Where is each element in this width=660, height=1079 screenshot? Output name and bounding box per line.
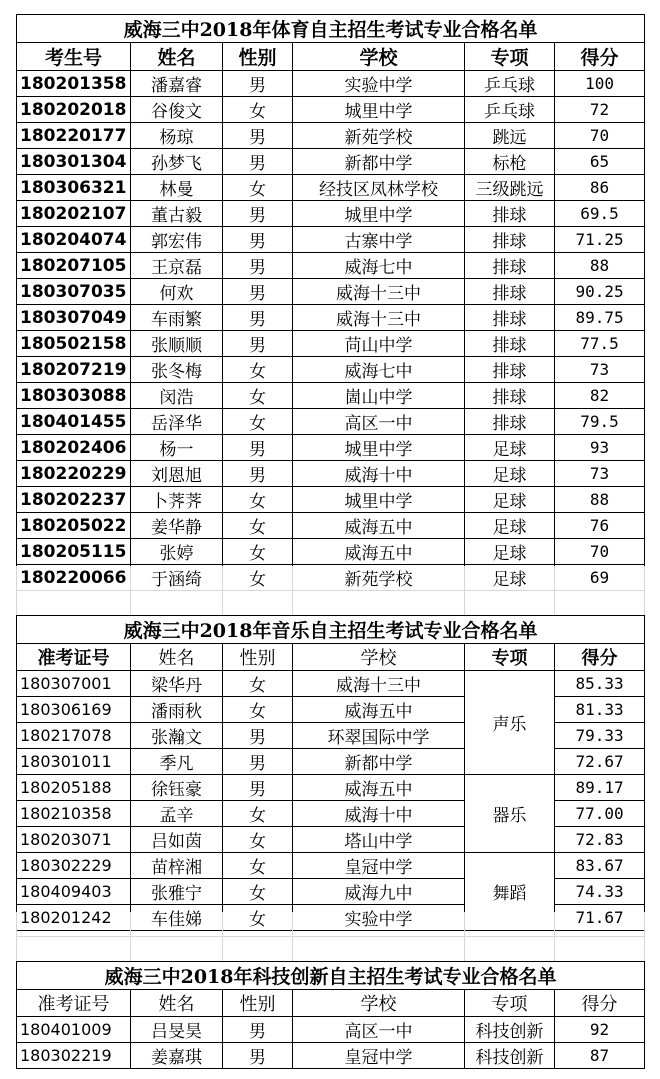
cell-school: 威海十中: [293, 801, 465, 827]
tech-table: [16, 961, 645, 1069]
cell-specialty: 声乐: [465, 671, 555, 775]
cell-school: 皇冠中学: [293, 1043, 465, 1069]
cell-score: 77.5: [555, 331, 645, 357]
cell-name: 季凡: [131, 749, 223, 775]
cell-specialty: 排球: [465, 253, 555, 279]
cell-school: 城里中学: [293, 97, 465, 123]
cell-school: 威海五中: [293, 775, 465, 801]
cell-id: 180306321: [17, 175, 131, 201]
cell-specialty: 三级跳远: [465, 175, 555, 201]
cell-specialty: 跳远: [465, 123, 555, 149]
cell-name: 张顺顺: [131, 331, 223, 357]
cell-score: 89.17: [555, 775, 645, 801]
cell-name: 梁华丹: [131, 671, 223, 697]
table-row: [17, 201, 645, 227]
table-row: [17, 539, 645, 565]
cell-name: 吕如茵: [131, 827, 223, 853]
table-row: [17, 435, 645, 461]
cell-score: 82: [555, 383, 645, 409]
cell-name: 刘恩旭: [131, 461, 223, 487]
cell-score: 71.67: [555, 905, 645, 931]
cell-specialty: 足球: [465, 461, 555, 487]
table-row: [17, 305, 645, 331]
cell-score: 92: [555, 1017, 645, 1043]
header-specialty: 专项: [465, 990, 555, 1017]
cell-specialty: 足球: [465, 513, 555, 539]
table-row: [17, 853, 645, 879]
cell-gender: 男: [223, 305, 293, 331]
cell-school: 城里中学: [293, 201, 465, 227]
table-row: [17, 331, 645, 357]
cell-school: 威海十三中: [293, 305, 465, 331]
cell-name: 何欢: [131, 279, 223, 305]
cell-score: 70: [555, 123, 645, 149]
header-id: 准考证号: [17, 990, 131, 1017]
cell-gender: 女: [223, 905, 293, 931]
cell-school: 崮山中学: [293, 383, 465, 409]
cell-score: 73: [555, 357, 645, 383]
cell-specialty: 舞蹈: [465, 853, 555, 931]
cell-id: 180502158: [17, 331, 131, 357]
table-row: [17, 71, 645, 97]
cell-school: 实验中学: [293, 905, 465, 931]
cell-score: 73: [555, 461, 645, 487]
cell-id: 180203071: [17, 827, 131, 853]
cell-gender: 女: [223, 671, 293, 697]
table-row: [17, 1017, 645, 1043]
cell-school: 环翠国际中学: [293, 723, 465, 749]
cell-id: 180205115: [17, 539, 131, 565]
cell-specialty: 科技创新: [465, 1017, 555, 1043]
cell-school: 威海十中: [293, 461, 465, 487]
cell-name: 卜荠荠: [131, 487, 223, 513]
cell-name: 张婷: [131, 539, 223, 565]
cell-id: 180205188: [17, 775, 131, 801]
header-school: 学校: [293, 43, 465, 71]
cell-school: 威海九中: [293, 879, 465, 905]
cell-id: 180207105: [17, 253, 131, 279]
cell-gender: 男: [223, 1017, 293, 1043]
table-row: [17, 279, 645, 305]
cell-gender: 男: [223, 775, 293, 801]
cell-score: 65: [555, 149, 645, 175]
cell-name: 董古毅: [131, 201, 223, 227]
header-id: 考生号: [17, 43, 131, 71]
cell-id: 180301011: [17, 749, 131, 775]
table-row: [17, 123, 645, 149]
table-row: [17, 149, 645, 175]
cell-name: 林曼: [131, 175, 223, 201]
cell-specialty: 排球: [465, 201, 555, 227]
cell-id: 180307049: [17, 305, 131, 331]
cell-school: 城里中学: [293, 435, 465, 461]
cell-specialty: 足球: [465, 435, 555, 461]
cell-specialty: 足球: [465, 487, 555, 513]
cell-name: 岳泽华: [131, 409, 223, 435]
cell-school: 威海十三中: [293, 279, 465, 305]
cell-id: 180220229: [17, 461, 131, 487]
cell-id: 180210358: [17, 801, 131, 827]
cell-gender: 男: [223, 201, 293, 227]
header-row: [17, 43, 645, 71]
cell-id: 180204074: [17, 227, 131, 253]
table-row: [17, 671, 645, 697]
cell-specialty: 排球: [465, 383, 555, 409]
header-id: 准考证号: [17, 644, 131, 671]
cell-specialty: 器乐: [465, 775, 555, 853]
table-row: [17, 461, 645, 487]
cell-score: 88: [555, 487, 645, 513]
cell-school: 威海五中: [293, 539, 465, 565]
cell-id: 180409403: [17, 879, 131, 905]
header-score: 得分: [555, 990, 645, 1017]
cell-school: 新苑学校: [293, 123, 465, 149]
cell-specialty: 乒乓球: [465, 97, 555, 123]
cell-score: 100: [555, 71, 645, 97]
cell-specialty: 排球: [465, 227, 555, 253]
cell-specialty: 足球: [465, 565, 555, 591]
cell-id: 180217078: [17, 723, 131, 749]
table-row: [17, 227, 645, 253]
cell-school: 威海七中: [293, 357, 465, 383]
cell-score: 88: [555, 253, 645, 279]
cell-id: 180401009: [17, 1017, 131, 1043]
cell-gender: 男: [223, 723, 293, 749]
cell-specialty: 乒乓球: [465, 71, 555, 97]
cell-school: 新都中学: [293, 749, 465, 775]
cell-id: 180220177: [17, 123, 131, 149]
cell-gender: 女: [223, 565, 293, 591]
cell-specialty: 足球: [465, 539, 555, 565]
header-name: 姓名: [131, 990, 223, 1017]
cell-gender: 女: [223, 97, 293, 123]
cell-id: 180301304: [17, 149, 131, 175]
header-gender: 性别: [223, 990, 293, 1017]
cell-name: 孙梦飞: [131, 149, 223, 175]
cell-school: 皇冠中学: [293, 853, 465, 879]
cell-score: 70: [555, 539, 645, 565]
cell-score: 83.67: [555, 853, 645, 879]
cell-name: 杨琼: [131, 123, 223, 149]
cell-school: 威海七中: [293, 253, 465, 279]
cell-score: 69: [555, 565, 645, 591]
cell-name: 张冬梅: [131, 357, 223, 383]
cell-gender: 男: [223, 1043, 293, 1069]
cell-score: 87: [555, 1043, 645, 1069]
cell-school: 苘山中学: [293, 331, 465, 357]
cell-id: 180205022: [17, 513, 131, 539]
table-row: [17, 1043, 645, 1069]
empty-rows-1: [16, 566, 645, 616]
cell-score: 71.25: [555, 227, 645, 253]
cell-school: 新都中学: [293, 149, 465, 175]
header-score: 得分: [555, 43, 645, 71]
cell-score: 76: [555, 513, 645, 539]
sports-table: [16, 14, 645, 591]
cell-specialty: 排球: [465, 305, 555, 331]
cell-name: 孟辛: [131, 801, 223, 827]
cell-score: 86: [555, 175, 645, 201]
empty-rows-2: [16, 912, 645, 962]
header-specialty: 专项: [465, 43, 555, 71]
cell-score: 72.83: [555, 827, 645, 853]
cell-name: 吕旻昊: [131, 1017, 223, 1043]
cell-name: 于涵绮: [131, 565, 223, 591]
table-row: [17, 383, 645, 409]
header-row: [17, 644, 645, 671]
cell-name: 徐钰豪: [131, 775, 223, 801]
cell-gender: 女: [223, 697, 293, 723]
cell-gender: 男: [223, 461, 293, 487]
cell-specialty: 科技创新: [465, 1043, 555, 1069]
cell-id: 180202237: [17, 487, 131, 513]
cell-id: 180201358: [17, 71, 131, 97]
cell-gender: 女: [223, 539, 293, 565]
cell-specialty: 排球: [465, 409, 555, 435]
table-row: [17, 253, 645, 279]
cell-id: 180201242: [17, 905, 131, 931]
cell-gender: 女: [223, 801, 293, 827]
cell-gender: 女: [223, 513, 293, 539]
cell-name: 张瀚文: [131, 723, 223, 749]
cell-school: 高区一中: [293, 1017, 465, 1043]
cell-school: 新苑学校: [293, 565, 465, 591]
cell-score: 72.67: [555, 749, 645, 775]
cell-name: 潘嘉睿: [131, 71, 223, 97]
cell-score: 74.33: [555, 879, 645, 905]
cell-name: 闵浩: [131, 383, 223, 409]
sports-title: 威海三中2018年体育自主招生考试专业合格名单: [17, 15, 645, 43]
header-gender: 性别: [223, 644, 293, 671]
table-row: [17, 97, 645, 123]
cell-school: 实验中学: [293, 71, 465, 97]
header-row: [17, 990, 645, 1017]
cell-gender: 女: [223, 827, 293, 853]
header-score: 得分: [555, 644, 645, 671]
cell-school: 威海五中: [293, 697, 465, 723]
cell-school: 经技区凤林学校: [293, 175, 465, 201]
cell-score: 77.00: [555, 801, 645, 827]
cell-school: 高区一中: [293, 409, 465, 435]
cell-gender: 男: [223, 123, 293, 149]
cell-name: 杨一: [131, 435, 223, 461]
cell-gender: 女: [223, 175, 293, 201]
cell-score: 81.33: [555, 697, 645, 723]
cell-specialty: 排球: [465, 357, 555, 383]
cell-gender: 男: [223, 253, 293, 279]
cell-name: 谷俊文: [131, 97, 223, 123]
cell-school: 威海五中: [293, 513, 465, 539]
cell-score: 69.5: [555, 201, 645, 227]
cell-gender: 女: [223, 357, 293, 383]
cell-id: 180307001: [17, 671, 131, 697]
cell-score: 93: [555, 435, 645, 461]
cell-gender: 男: [223, 279, 293, 305]
cell-id: 180303088: [17, 383, 131, 409]
cell-id: 180307035: [17, 279, 131, 305]
cell-school: 塔山中学: [293, 827, 465, 853]
cell-id: 180202107: [17, 201, 131, 227]
cell-score: 79.5: [555, 409, 645, 435]
table-row: [17, 487, 645, 513]
cell-name: 车雨繁: [131, 305, 223, 331]
cell-school: 古寨中学: [293, 227, 465, 253]
cell-score: 79.33: [555, 723, 645, 749]
cell-name: 苗梓湘: [131, 853, 223, 879]
cell-id: 180207219: [17, 357, 131, 383]
tech-title: 威海三中2018年科技创新自主招生考试专业合格名单: [17, 962, 645, 990]
cell-id: 180202406: [17, 435, 131, 461]
cell-specialty: 排球: [465, 279, 555, 305]
header-specialty: 专项: [465, 644, 555, 671]
table-row: [17, 175, 645, 201]
table-row: [17, 513, 645, 539]
cell-gender: 女: [223, 383, 293, 409]
table-row: [17, 409, 645, 435]
cell-name: 姜嘉琪: [131, 1043, 223, 1069]
cell-gender: 男: [223, 331, 293, 357]
cell-score: 85.33: [555, 671, 645, 697]
cell-name: 潘雨秋: [131, 697, 223, 723]
cell-id: 180306169: [17, 697, 131, 723]
cell-gender: 女: [223, 853, 293, 879]
table-row: [17, 775, 645, 801]
cell-name: 张雅宁: [131, 879, 223, 905]
cell-gender: 女: [223, 879, 293, 905]
cell-name: 姜华静: [131, 513, 223, 539]
cell-id: 180302219: [17, 1043, 131, 1069]
cell-school: 城里中学: [293, 487, 465, 513]
cell-gender: 女: [223, 409, 293, 435]
music-title: 威海三中2018年音乐自主招生考试专业合格名单: [17, 616, 645, 644]
cell-gender: 女: [223, 487, 293, 513]
cell-gender: 男: [223, 149, 293, 175]
cell-id: 180202018: [17, 97, 131, 123]
header-name: 姓名: [131, 644, 223, 671]
table-row: [17, 357, 645, 383]
cell-gender: 男: [223, 749, 293, 775]
cell-score: 72: [555, 97, 645, 123]
cell-score: 90.25: [555, 279, 645, 305]
cell-id: 180220066: [17, 565, 131, 591]
cell-gender: 男: [223, 227, 293, 253]
header-name: 姓名: [131, 43, 223, 71]
cell-name: 车佳娣: [131, 905, 223, 931]
music-table: [16, 615, 645, 931]
cell-school: 威海十三中: [293, 671, 465, 697]
header-school: 学校: [293, 990, 465, 1017]
cell-id: 180302229: [17, 853, 131, 879]
cell-id: 180401455: [17, 409, 131, 435]
cell-name: 王京磊: [131, 253, 223, 279]
header-gender: 性别: [223, 43, 293, 71]
cell-gender: 男: [223, 435, 293, 461]
header-school: 学校: [293, 644, 465, 671]
cell-gender: 男: [223, 71, 293, 97]
cell-specialty: 排球: [465, 331, 555, 357]
cell-score: 89.75: [555, 305, 645, 331]
cell-specialty: 标枪: [465, 149, 555, 175]
cell-name: 郭宏伟: [131, 227, 223, 253]
